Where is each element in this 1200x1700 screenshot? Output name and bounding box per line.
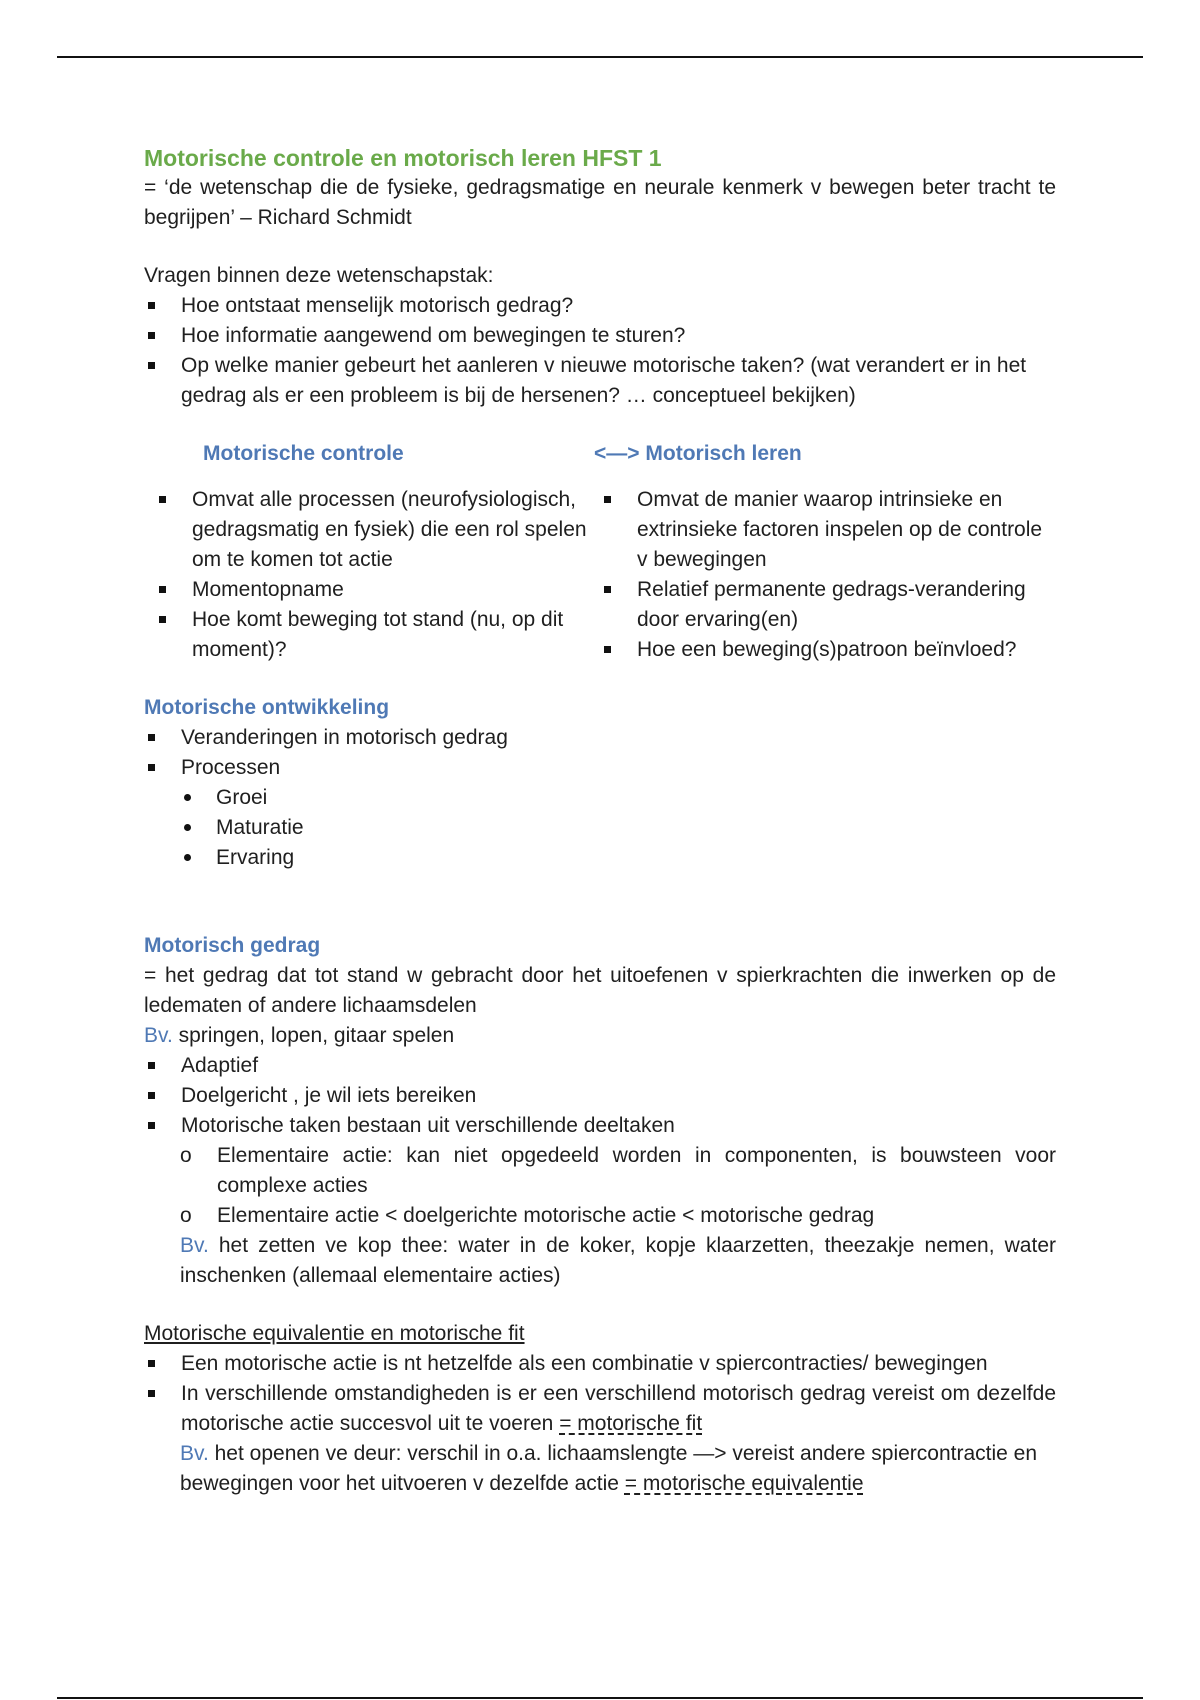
footer-rule [57, 1697, 1143, 1699]
item-text: In verschillende omstandigheden is er een verschillend motorisch gedrag vereist om dezelfde motorische actie succesvol uit te voeren [181, 1382, 1056, 1435]
example-label: Bv. [144, 1024, 173, 1047]
list-item: Hoe een beweging(s)patroon beïnvloed? [600, 635, 1056, 665]
example-text: het zetten ve kop thee: water in de koker, kopje klaarzetten, theezakje nemen, water inschenken (allemaal elementaire acties) [180, 1234, 1056, 1287]
equivalence-list [144, 1349, 1056, 1439]
list-item: Groei [179, 783, 1056, 813]
list-item: o Elementaire actie: kan niet opgedeeld worden in componenten, is bouwsteen voor complexe acties [180, 1141, 1056, 1201]
comparison-right-column [594, 439, 1056, 665]
list-item: o Elementaire actie < doelgerichte motorische actie < motorische gedrag [180, 1201, 1056, 1231]
behavior-definition: = het gedrag dat tot stand w gebracht door het uitoefenen v spierkrachten die inwerken op de ledematen of andere lichaamsdelen [144, 964, 1056, 1017]
behavior-list [144, 1051, 1056, 1141]
motor-learning-heading [594, 439, 1056, 469]
list-item: Veranderingen in motorisch gedrag [144, 723, 1056, 753]
list-item [144, 1379, 1056, 1439]
list-item: Een motorische actie is nt hetzelfde als een combinatie v spiercontracties/ bewegingen [144, 1349, 1056, 1379]
list-item: Hoe ontstaat menselijk motorisch gedrag? [144, 291, 1056, 321]
subtask-list [144, 1141, 1056, 1231]
double-arrow: <—> [594, 442, 640, 465]
list-item: Op welke manier gebeurt het aanleren v nieuwe motorische taken? (wat verandert er in het gedrag als er een probleem is bij de hersenen? … conceptueel bekijken) [144, 351, 1056, 411]
motor-equivalence-term: = motorische equivalentie [624, 1472, 864, 1495]
example-label: Bv. [180, 1442, 209, 1465]
motor-fit-term: = motorische fit [559, 1412, 703, 1435]
header-rule [57, 56, 1143, 58]
comparison-table [144, 439, 1056, 665]
definition: = ‘de wetenschap die de fysieke, gedragsmatige en neurale kenmerk v bewegen beter tracht te begrijpen’ – Richard Schmidt [144, 176, 1056, 229]
motor-learning-list [600, 485, 1056, 665]
behavior-heading: Motorisch gedrag [144, 934, 321, 957]
list-item: Relatief permanente gedrags-verandering door ervaring(en) [600, 575, 1056, 635]
example-label: Bv. [180, 1234, 209, 1257]
behavior-example [144, 1021, 1056, 1051]
list-item: Momentopname [155, 575, 600, 605]
list-item: Omvat de manier waarop intrinsieke en extrinsieke factoren inspelen op de controle v bewegingen [600, 485, 1056, 575]
motor-learning-label: Motorisch leren [645, 442, 802, 465]
questions-list [144, 291, 1056, 411]
equivalence-example [144, 1439, 1056, 1499]
list-item: Omvat alle processen (neurofysiologisch, gedragsmatig en fysiek) die een rol spelen om te komen tot actie [155, 485, 600, 575]
list-item: Processen [144, 753, 1056, 783]
development-heading: Motorische ontwikkeling [144, 696, 390, 719]
list-item: Hoe komt beweging tot stand (nu, op dit moment)? [155, 605, 600, 665]
questions-intro: Vragen binnen deze wetenschapstak: [144, 264, 494, 287]
equivalence-heading: Motorische equivalentie en motorische fit [144, 1322, 525, 1345]
development-list [144, 723, 1056, 783]
page-title: Motorische controle en motorisch leren HFST 1 [144, 145, 662, 171]
list-item: Hoe informatie aangewend om bewegingen te sturen? [144, 321, 1056, 351]
list-item: Motorische taken bestaan uit verschillende deeltaken [144, 1111, 1056, 1141]
example-text: het openen ve deur: verschil in o.a. lichaamslengte —> vereist andere spiercontractie en bewegingen voor het uitvoeren v dezelfde actie [180, 1442, 1038, 1495]
comparison-left-column [144, 439, 600, 665]
list-item: Adaptief [144, 1051, 1056, 1081]
document-body [144, 143, 1056, 1499]
list-item: Doelgericht , je wil iets bereiken [144, 1081, 1056, 1111]
behavior-example-2 [144, 1231, 1056, 1291]
list-item: Maturatie [179, 813, 1056, 843]
list-item: Ervaring [179, 843, 1056, 873]
motor-control-heading: Motorische controle [203, 442, 404, 465]
process-list [144, 783, 1056, 873]
example-text: springen, lopen, gitaar spelen [172, 1024, 455, 1047]
motor-control-list [155, 485, 600, 665]
